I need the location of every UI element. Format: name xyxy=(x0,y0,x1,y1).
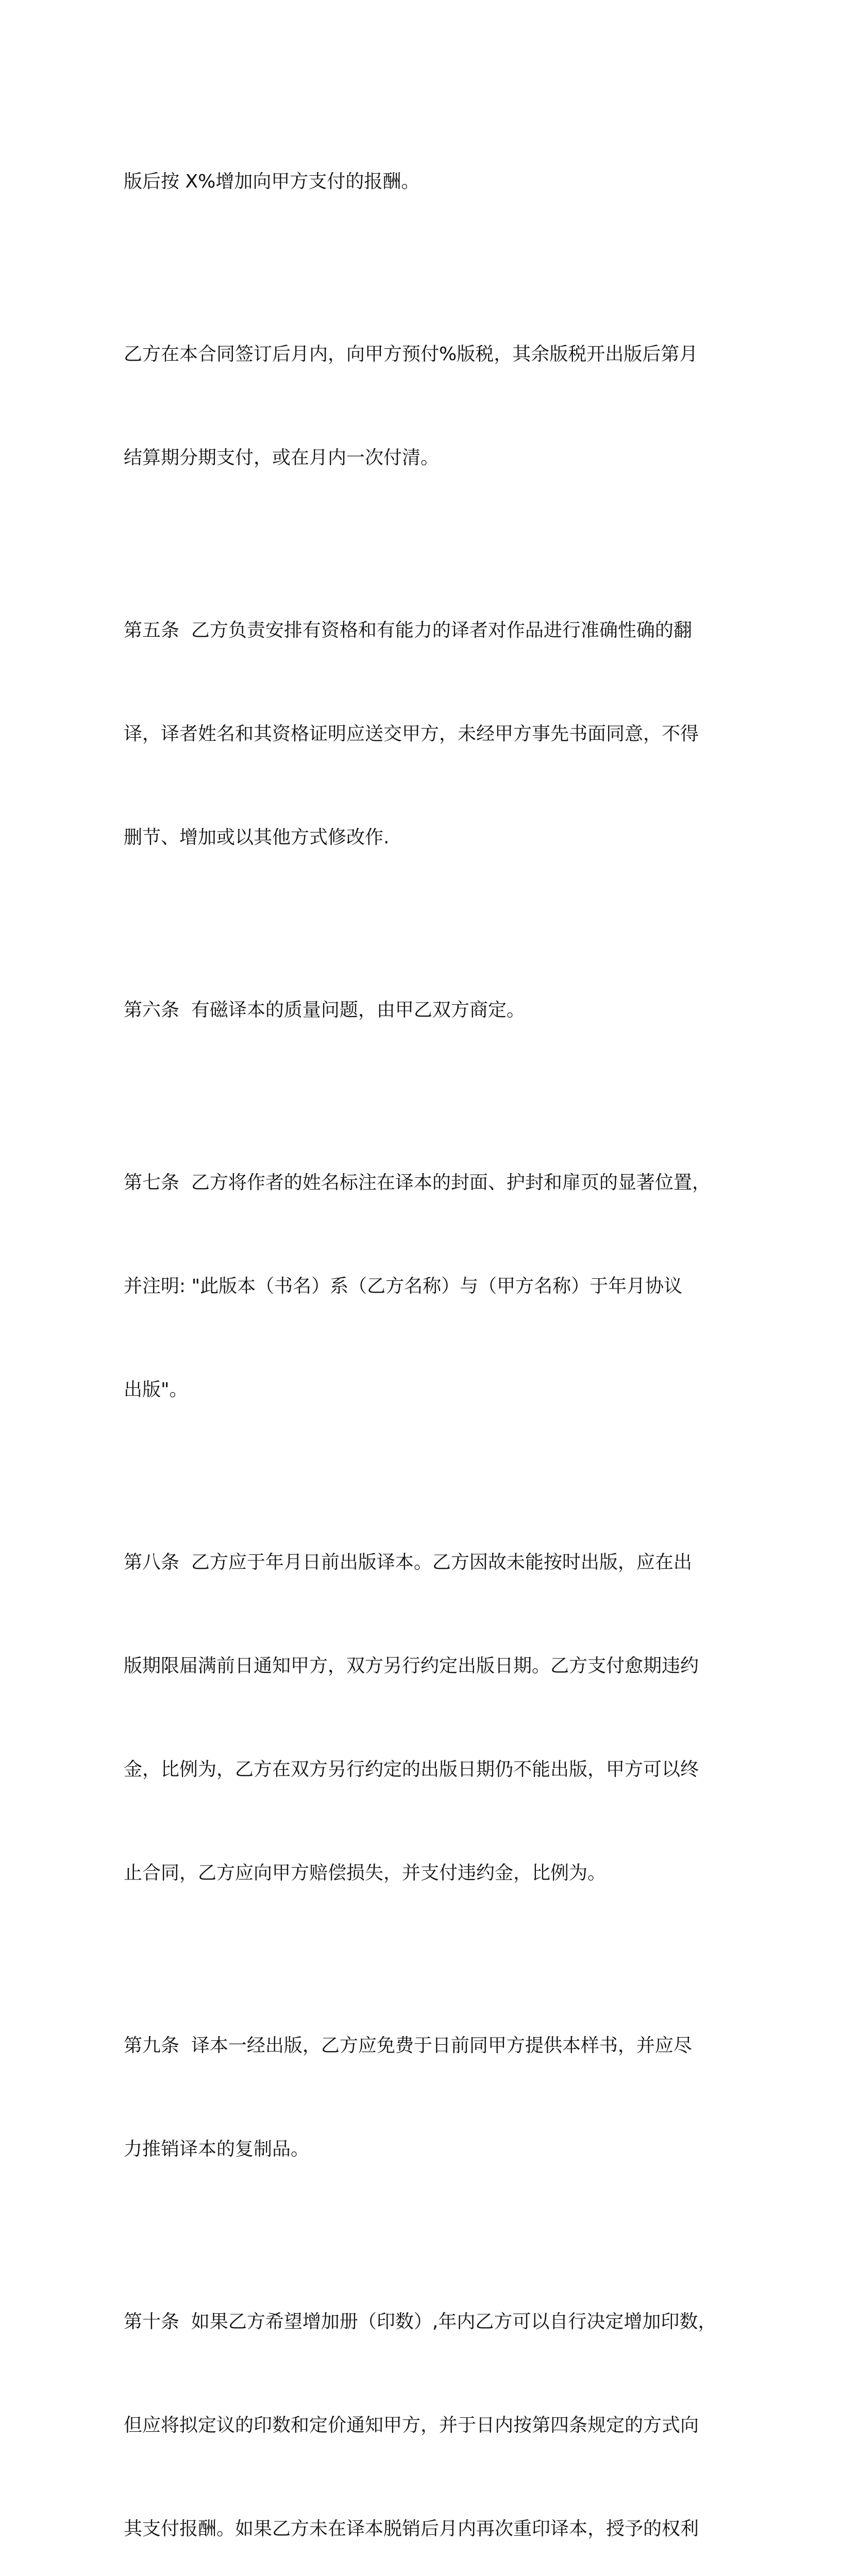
text-line: 金，比例为，乙方在双方另行约定的出版日期仍不能出版，甲方可以终 xyxy=(124,1759,699,1780)
paragraph-advance-payment xyxy=(124,268,721,544)
clause-8 xyxy=(124,1476,721,1959)
text-line: 第九条 译本一经出版，乙方应免费于日前同甲方提供本样书，并应尽 xyxy=(124,2035,692,2056)
text-line: 出版"。 xyxy=(124,1379,188,1400)
clause-5 xyxy=(124,544,721,924)
text-line: 第六条 有磁译本的质量问题，由甲乙双方商定。 xyxy=(124,999,525,1021)
text-line: 止合同，乙方应向甲方赔偿损失，并支付违约金，比例为。 xyxy=(124,1862,607,1884)
text-line: 删节、增加或以其他方式修改作. xyxy=(124,827,390,848)
text-line: 第五条 乙方负责安排有资格和有能力的译者对作品进行准确性确的翻 xyxy=(124,620,692,641)
document-page xyxy=(124,95,721,2576)
paragraph-royalty-increase xyxy=(124,95,721,268)
text-line: 版期限届满前日通知甲方，双方另行约定出版日期。乙方支付愈期违约 xyxy=(124,1655,699,1676)
clause-10 xyxy=(124,2235,721,2576)
clause-9 xyxy=(124,1959,721,2235)
text-line: 乙方在本合同签订后月内，向甲方预付%版税，其余版税开出版后第月 xyxy=(124,344,698,365)
text-line: 力推销译本的复制品。 xyxy=(124,2139,310,2160)
text-line: 但应将拟定议的印数和定价通知甲方，并于日内按第四条规定的方式向 xyxy=(124,2415,699,2436)
text-line: 译，译者姓名和其资格证明应送交甲方，未经甲方事先书面同意，不得 xyxy=(124,723,699,744)
text-line: 第八条 乙方应于年月日前出版译本。乙方因故未能按时出版，应在出 xyxy=(124,1552,692,1573)
clause-6 xyxy=(124,924,721,1096)
clause-7 xyxy=(124,1096,721,1476)
text-line: 其支付报酬。如果乙方未在译本脱销后月内再次重印译本，授予的权利 xyxy=(124,2518,699,2539)
text-line: 版后按 X%增加向甲方支付的报酬。 xyxy=(124,171,420,192)
text-line: 第十条 如果乙方希望增加册（印数）,年内乙方可以自行决定增加印数， xyxy=(124,2311,717,2332)
text-line: 第七条 乙方将作者的姓名标注在译本的封面、护封和扉页的显著位置， xyxy=(124,1172,711,1193)
text-line: 结算期分期支付，或在月内一次付清。 xyxy=(124,447,440,468)
text-line: 并注明: "此版本（书名）系（乙方名称）与（甲方名称）于年月协议 xyxy=(124,1276,683,1297)
